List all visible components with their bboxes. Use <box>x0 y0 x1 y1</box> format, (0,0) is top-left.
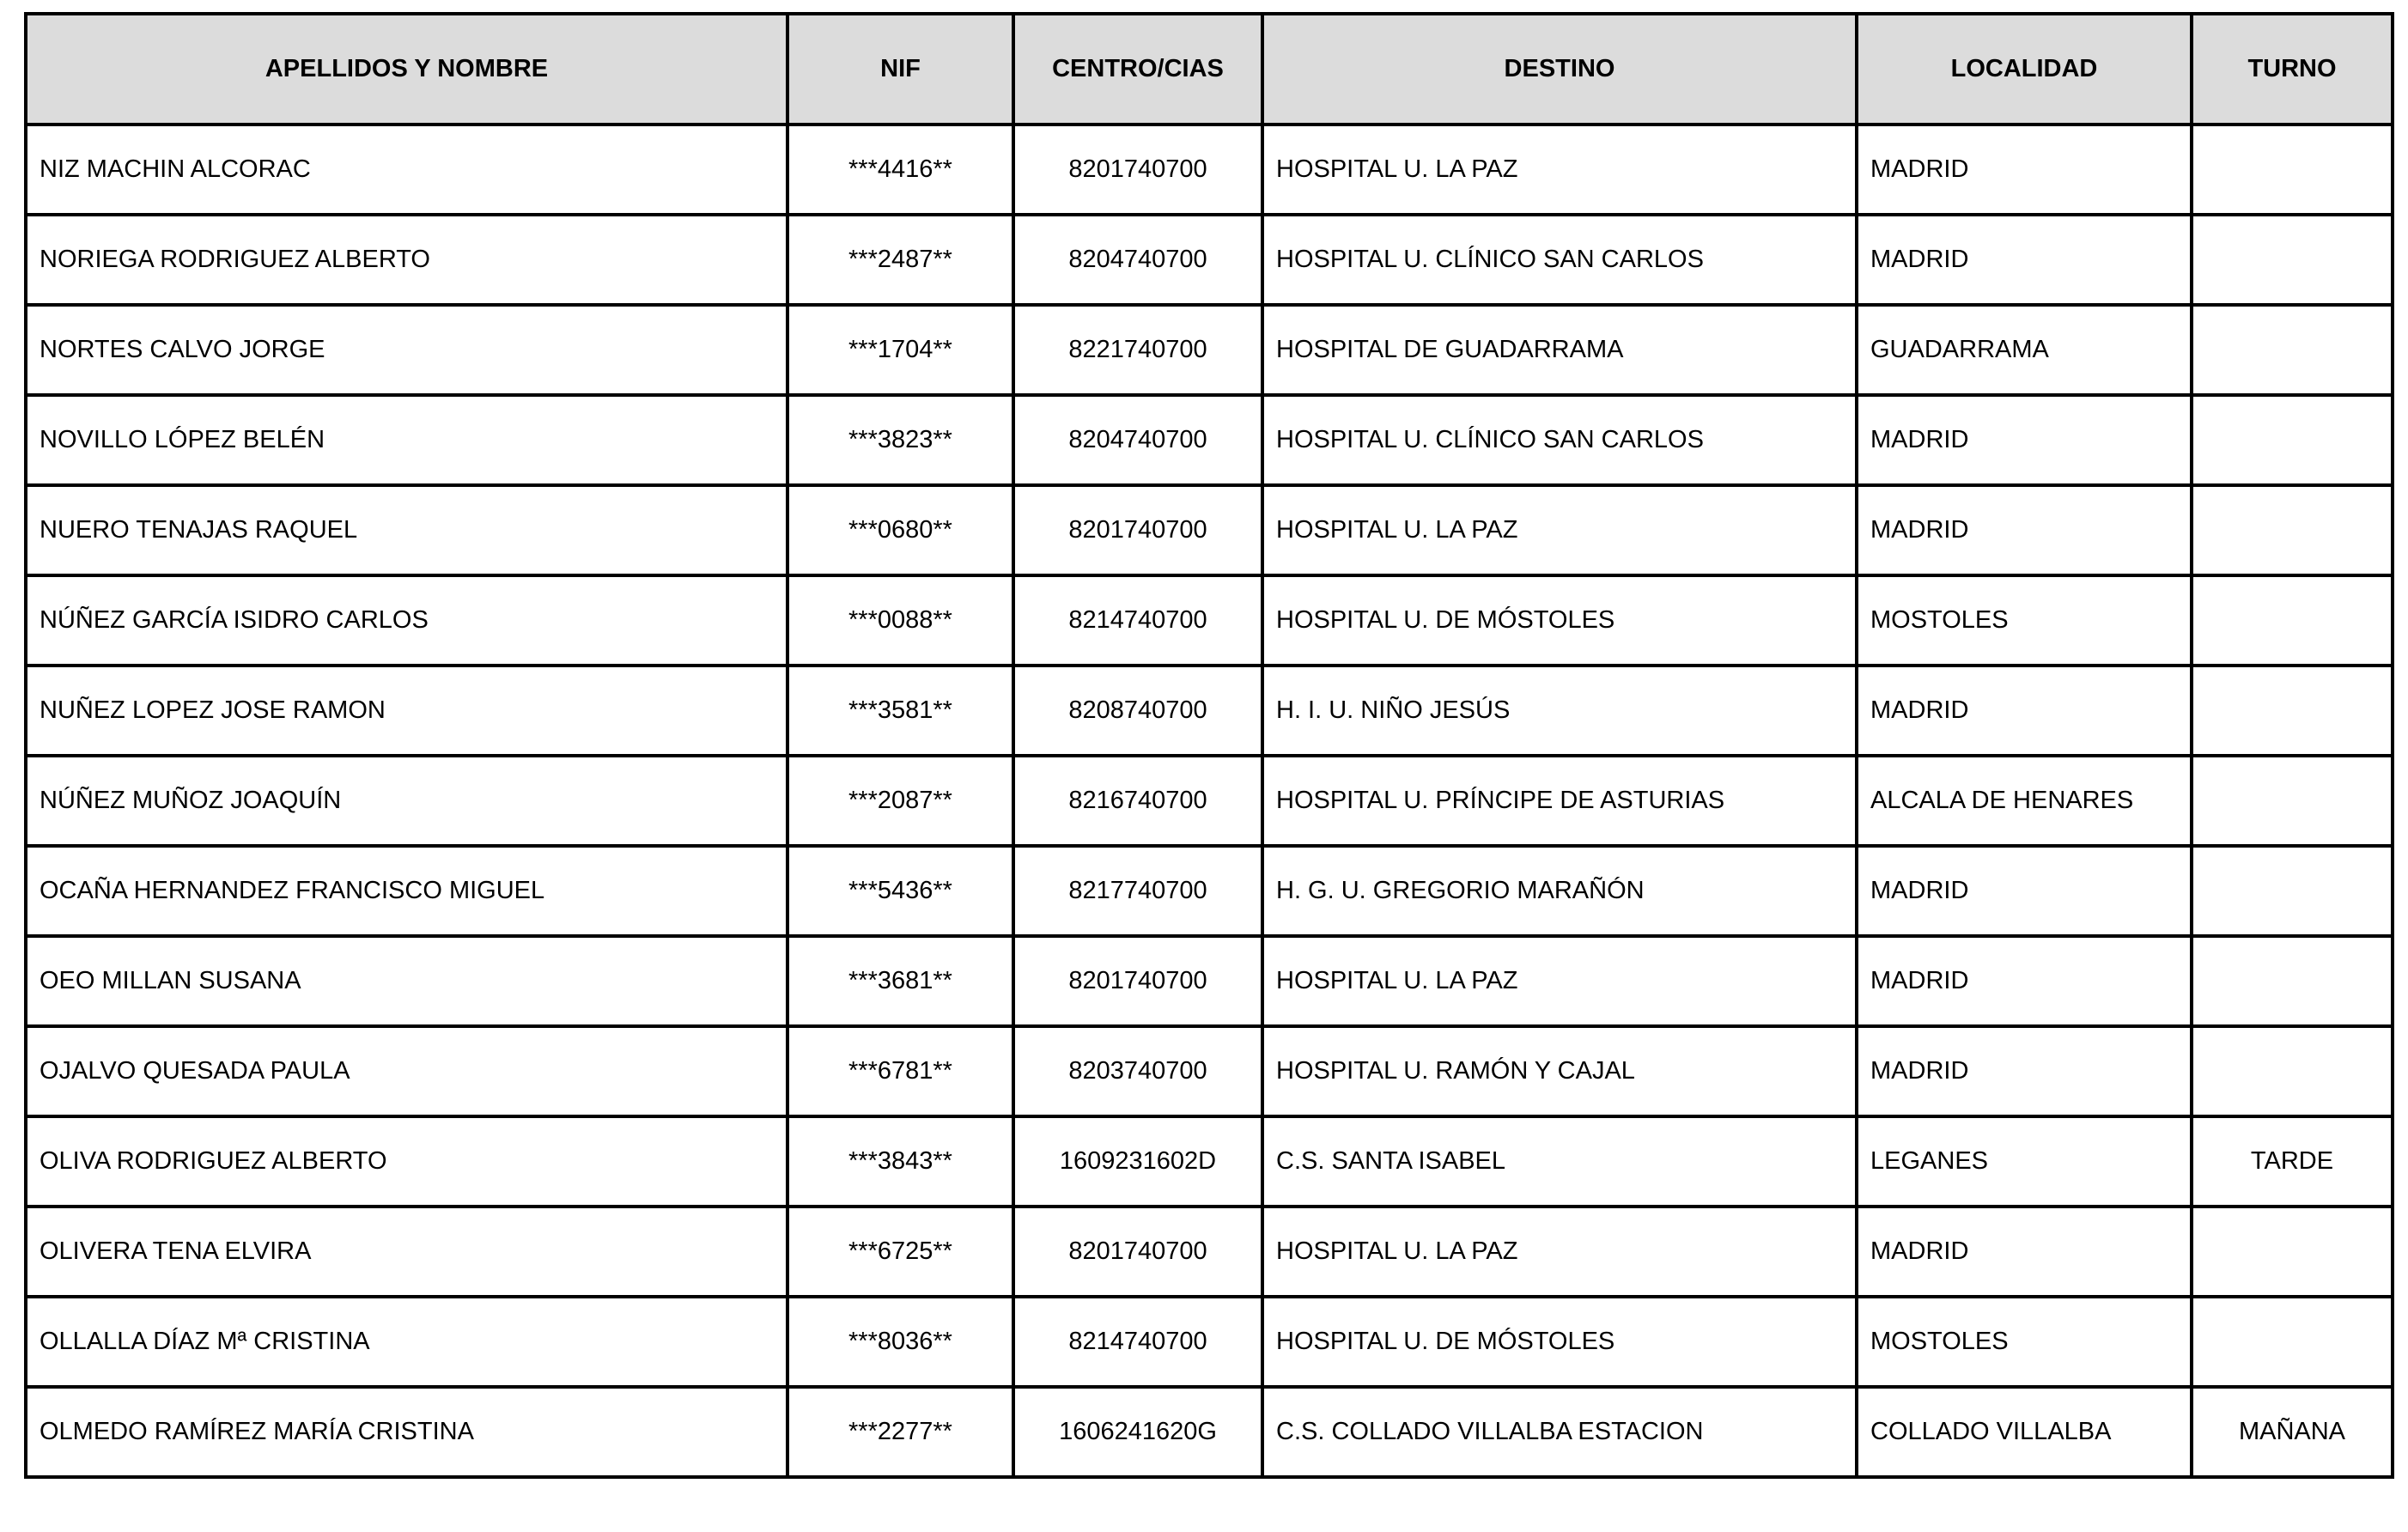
column-header-nif: NIF <box>787 14 1013 125</box>
table-row <box>26 756 2393 846</box>
cell-localidad: MOSTOLES <box>1857 575 2192 666</box>
table-row <box>26 1026 2393 1116</box>
cell-nif: ***3823** <box>787 395 1013 485</box>
cell-centro-cias: 8217740700 <box>1013 846 1262 936</box>
cell-nif: ***2087** <box>787 756 1013 846</box>
column-header-turno: TURNO <box>2192 14 2393 125</box>
cell-nif: ***6725** <box>787 1207 1013 1297</box>
cell-centro-cias: 8201740700 <box>1013 125 1262 215</box>
cell-turno <box>2192 846 2393 936</box>
staff-assignment-table <box>24 12 2394 1479</box>
cell-destino: C.S. COLLADO VILLALBA ESTACION <box>1262 1387 1857 1477</box>
cell-centro-cias: 8216740700 <box>1013 756 1262 846</box>
cell-destino: HOSPITAL U. LA PAZ <box>1262 1207 1857 1297</box>
cell-nif: ***2487** <box>787 215 1013 305</box>
cell-name: NIZ MACHIN ALCORAC <box>26 125 787 215</box>
cell-name: OEO MILLAN SUSANA <box>26 936 787 1026</box>
cell-turno <box>2192 1297 2393 1387</box>
cell-turno <box>2192 936 2393 1026</box>
table-row <box>26 395 2393 485</box>
cell-nif: ***5436** <box>787 846 1013 936</box>
cell-name: OCAÑA HERNANDEZ FRANCISCO MIGUEL <box>26 846 787 936</box>
cell-name: NOVILLO LÓPEZ BELÉN <box>26 395 787 485</box>
column-header-localidad: LOCALIDAD <box>1857 14 2192 125</box>
cell-name: NORTES CALVO JORGE <box>26 305 787 395</box>
cell-name: NUERO TENAJAS RAQUEL <box>26 485 787 575</box>
cell-destino: HOSPITAL U. CLÍNICO SAN CARLOS <box>1262 395 1857 485</box>
table-row <box>26 936 2393 1026</box>
cell-name: OJALVO QUESADA PAULA <box>26 1026 787 1116</box>
cell-centro-cias: 1609231602D <box>1013 1116 1262 1207</box>
cell-turno <box>2192 575 2393 666</box>
cell-localidad: LEGANES <box>1857 1116 2192 1207</box>
column-header-centro-cias: CENTRO/CIAS <box>1013 14 1262 125</box>
cell-localidad: MADRID <box>1857 936 2192 1026</box>
cell-turno <box>2192 395 2393 485</box>
table-body <box>26 125 2393 1477</box>
cell-localidad: MADRID <box>1857 125 2192 215</box>
table-row <box>26 1387 2393 1477</box>
cell-localidad: MADRID <box>1857 846 2192 936</box>
cell-centro-cias: 8214740700 <box>1013 575 1262 666</box>
cell-destino: HOSPITAL U. PRÍNCIPE DE ASTURIAS <box>1262 756 1857 846</box>
cell-localidad: MOSTOLES <box>1857 1297 2192 1387</box>
cell-nif: ***1704** <box>787 305 1013 395</box>
cell-turno: MAÑANA <box>2192 1387 2393 1477</box>
cell-centro-cias: 8201740700 <box>1013 485 1262 575</box>
column-header-destino: DESTINO <box>1262 14 1857 125</box>
cell-nif: ***2277** <box>787 1387 1013 1477</box>
table-row <box>26 1297 2393 1387</box>
table-row <box>26 305 2393 395</box>
cell-turno <box>2192 485 2393 575</box>
cell-name: OLMEDO RAMÍREZ MARÍA CRISTINA <box>26 1387 787 1477</box>
cell-centro-cias: 8201740700 <box>1013 936 1262 1026</box>
cell-turno <box>2192 215 2393 305</box>
cell-localidad: GUADARRAMA <box>1857 305 2192 395</box>
cell-destino: HOSPITAL U. LA PAZ <box>1262 125 1857 215</box>
cell-nif: ***3681** <box>787 936 1013 1026</box>
cell-destino: H. G. U. GREGORIO MARAÑÓN <box>1262 846 1857 936</box>
header-row <box>26 14 2393 125</box>
cell-name: NUÑEZ LOPEZ JOSE RAMON <box>26 666 787 756</box>
cell-destino: HOSPITAL U. CLÍNICO SAN CARLOS <box>1262 215 1857 305</box>
cell-name: OLIVERA TENA ELVIRA <box>26 1207 787 1297</box>
cell-destino: C.S. SANTA ISABEL <box>1262 1116 1857 1207</box>
cell-destino: H. I. U. NIÑO JESÚS <box>1262 666 1857 756</box>
cell-centro-cias: 8201740700 <box>1013 1207 1262 1297</box>
column-header-name: APELLIDOS Y NOMBRE <box>26 14 787 125</box>
cell-name: NÚÑEZ GARCÍA ISIDRO CARLOS <box>26 575 787 666</box>
cell-localidad: ALCALA DE HENARES <box>1857 756 2192 846</box>
cell-centro-cias: 8214740700 <box>1013 1297 1262 1387</box>
cell-centro-cias: 8221740700 <box>1013 305 1262 395</box>
cell-nif: ***0088** <box>787 575 1013 666</box>
cell-nif: ***4416** <box>787 125 1013 215</box>
cell-turno <box>2192 756 2393 846</box>
cell-destino: HOSPITAL U. DE MÓSTOLES <box>1262 575 1857 666</box>
cell-localidad: MADRID <box>1857 1207 2192 1297</box>
table-row <box>26 1207 2393 1297</box>
table-row <box>26 485 2393 575</box>
cell-centro-cias: 8203740700 <box>1013 1026 1262 1116</box>
cell-name: OLLALLA DÍAZ Mª CRISTINA <box>26 1297 787 1387</box>
cell-nif: ***0680** <box>787 485 1013 575</box>
cell-turno <box>2192 305 2393 395</box>
cell-destino: HOSPITAL U. DE MÓSTOLES <box>1262 1297 1857 1387</box>
cell-destino: HOSPITAL U. LA PAZ <box>1262 936 1857 1026</box>
cell-turno <box>2192 1207 2393 1297</box>
cell-localidad: MADRID <box>1857 666 2192 756</box>
cell-localidad: MADRID <box>1857 1026 2192 1116</box>
table-row <box>26 846 2393 936</box>
table-row <box>26 666 2393 756</box>
cell-turno <box>2192 666 2393 756</box>
cell-name: OLIVA RODRIGUEZ ALBERTO <box>26 1116 787 1207</box>
cell-centro-cias: 1606241620G <box>1013 1387 1262 1477</box>
cell-nif: ***3581** <box>787 666 1013 756</box>
cell-localidad: COLLADO VILLALBA <box>1857 1387 2192 1477</box>
table-header <box>26 14 2393 125</box>
cell-localidad: MADRID <box>1857 215 2192 305</box>
cell-name: NORIEGA RODRIGUEZ ALBERTO <box>26 215 787 305</box>
table-row <box>26 125 2393 215</box>
cell-centro-cias: 8204740700 <box>1013 395 1262 485</box>
cell-nif: ***6781** <box>787 1026 1013 1116</box>
cell-centro-cias: 8208740700 <box>1013 666 1262 756</box>
table-row <box>26 575 2393 666</box>
cell-name: NÚÑEZ MUÑOZ JOAQUÍN <box>26 756 787 846</box>
cell-nif: ***8036** <box>787 1297 1013 1387</box>
cell-turno <box>2192 125 2393 215</box>
table-row <box>26 215 2393 305</box>
cell-localidad: MADRID <box>1857 485 2192 575</box>
cell-destino: HOSPITAL U. RAMÓN Y CAJAL <box>1262 1026 1857 1116</box>
cell-centro-cias: 8204740700 <box>1013 215 1262 305</box>
cell-destino: HOSPITAL DE GUADARRAMA <box>1262 305 1857 395</box>
cell-localidad: MADRID <box>1857 395 2192 485</box>
cell-destino: HOSPITAL U. LA PAZ <box>1262 485 1857 575</box>
cell-turno: TARDE <box>2192 1116 2393 1207</box>
cell-turno <box>2192 1026 2393 1116</box>
table-row <box>26 1116 2393 1207</box>
cell-nif: ***3843** <box>787 1116 1013 1207</box>
